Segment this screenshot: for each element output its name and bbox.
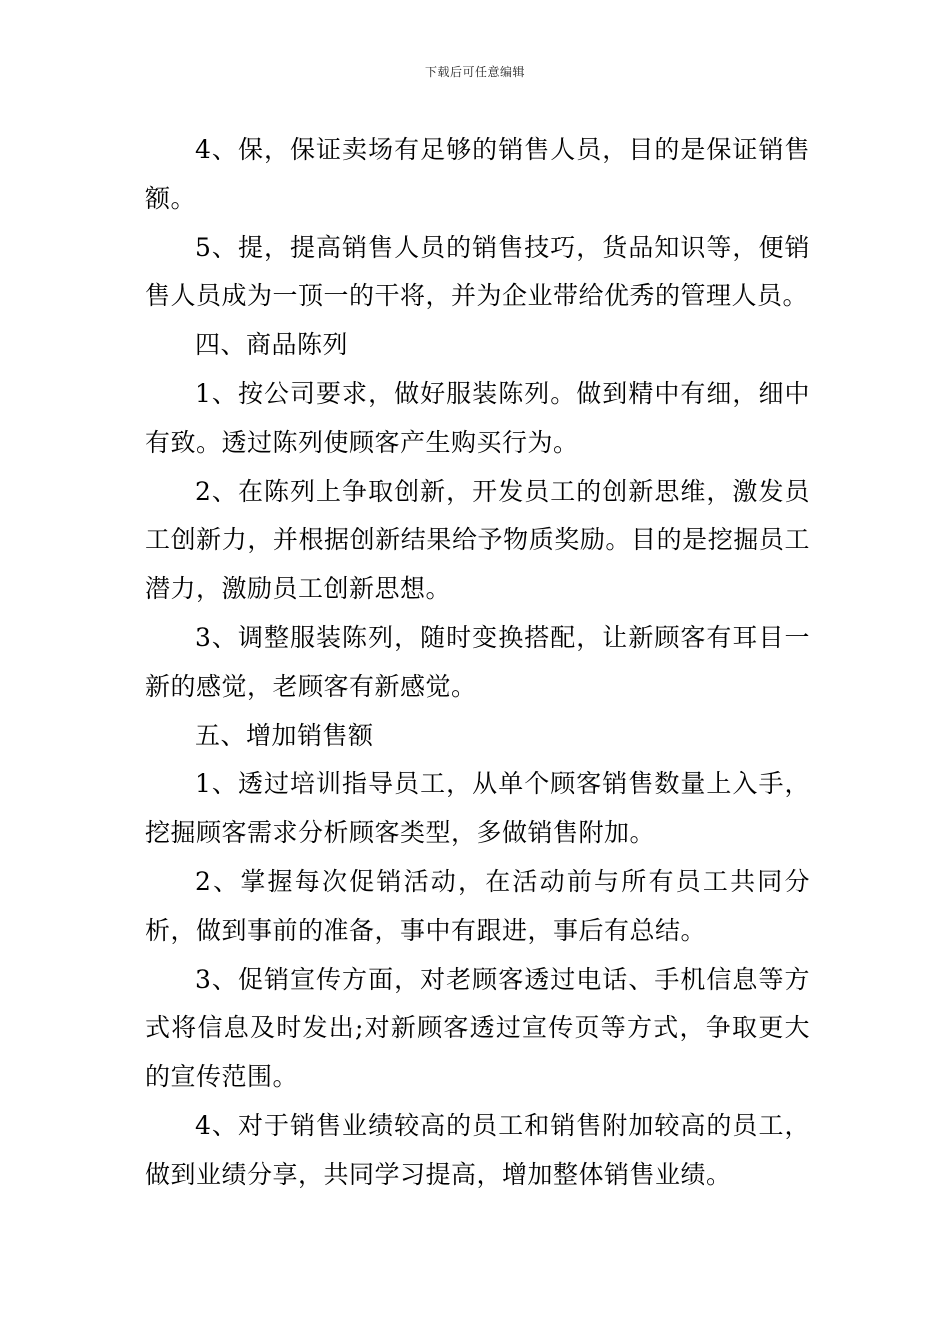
document-body	[145, 126, 810, 1200]
paragraph-display-innovation: 2、在陈列上争取创新，开发员工的创新思维，激发员工创新力，并根据创新结果给予物质奖励。目的是挖掘员工潜力，激励员工创新思想。	[145, 476, 810, 604]
section-heading-merchandise-display: 四、商品陈列	[195, 330, 349, 360]
header-note: 下载后可任意编辑	[424, 65, 525, 79]
paragraph-training: 1、透过培训指导员工，从单个顾客销售数量上入手，挖掘顾客需求分析顾客类型，多做销售附加。	[145, 769, 810, 848]
paragraph-promotions: 2、掌握每次促销活动，在活动前与所有员工共同分析，做到事前的准备，事中有跟进，事后有总结。	[145, 866, 810, 945]
paragraph-display-requirements: 1、按公司要求，做好服装陈列。做到精中有细，细中有致。透过陈列使顾客产生购买行为。	[145, 378, 810, 457]
paragraph-skills: 5、提，提高销售人员的销售技巧，货品知识等，便销售人员成为一顶一的干将，并为企业带给优秀的管理人员。	[145, 232, 810, 311]
paragraph-performance-sharing: 4、对于销售业绩较高的员工和销售附加较高的员工，做到业绩分享，共同学习提高，增加整体销售业绩。	[145, 1110, 810, 1189]
paragraph-advertising: 3、促销宣传方面，对老顾客透过电话、手机信息等方式将信息及时发出;对新顾客透过宣传页等方式，争取更大的宣传范围。	[145, 964, 810, 1092]
paragraph-staffing: 4、保，保证卖场有足够的销售人员，目的是保证销售额。	[145, 135, 810, 213]
section-heading-increase-sales: 五、增加销售额	[195, 720, 374, 750]
paragraph-display-adjustment: 3、调整服装陈列，随时变换搭配，让新顾客有耳目一新的感觉，老顾客有新感觉。	[145, 622, 810, 701]
